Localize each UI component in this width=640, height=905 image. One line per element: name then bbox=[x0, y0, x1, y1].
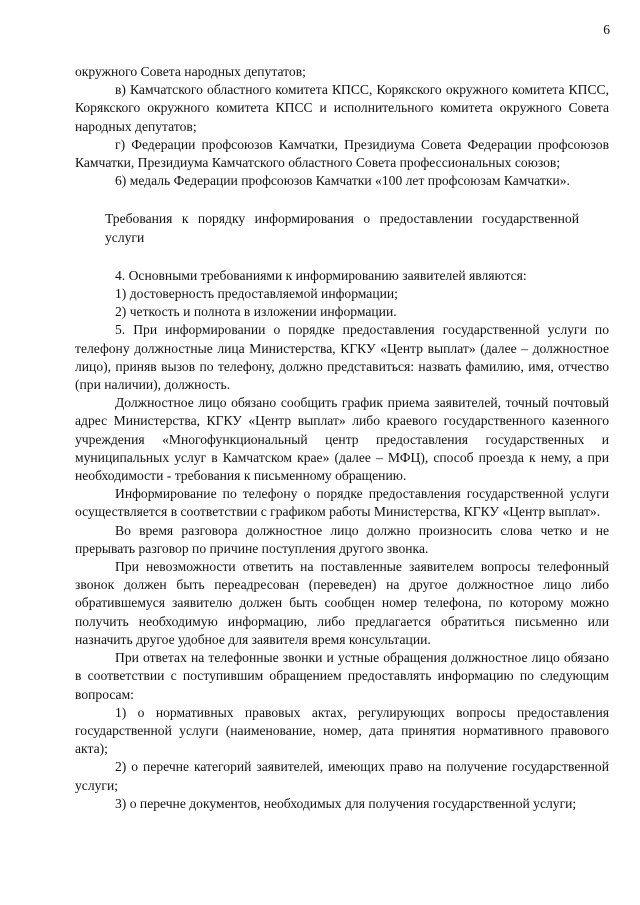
document-body bbox=[75, 63, 609, 813]
paragraph: Информирование по телефону о порядке предоставления государственной услуги осуществляется в соответствии с графиком работы Министерства, КГКУ «Центр выплат». bbox=[75, 486, 609, 520]
paragraph: г) Федерации профсоюзов Камчатки, Президиума Совета Федерации профсоюзов Камчатки, Президиума Камчатского областного Совета профессиональных союзов; bbox=[75, 136, 609, 171]
paragraph: 4. Основными требованиями к информированию заявителей являются: bbox=[115, 267, 527, 283]
paragraph: 1) достоверность предоставляемой информации; bbox=[115, 286, 398, 302]
page-number: 6 bbox=[603, 22, 610, 37]
paragraph: 6) медаль Федерации профсоюзов Камчатки «100 лет профсоюзам Камчатки». bbox=[115, 173, 570, 189]
paragraph: 3) о перечне документов, необходимых для получения государственной услуги; bbox=[115, 795, 577, 811]
paragraph: При невозможности ответить на поставленные заявителем вопросы телефонный звонок должен быть переадресован (переведен) на другое должностное лицо либо обратившемуся заявителю должен быть сообщен номер телефона, по которому можно получить необходимую информацию, либо предлагается обратиться письменно или назначить другое удобное для заявителя время консультации. bbox=[75, 559, 609, 647]
paragraph: 2) о перечне категорий заявителей, имеющих право на получение государственной услуги; bbox=[75, 759, 609, 793]
section-heading: Требования к порядку информирования о предоставлении государственной услуги bbox=[105, 211, 579, 245]
paragraph: в) Камчатского областного комитета КПСС, Корякского окружного комитета КПСС, Корякского окружного комитета КПСС и исполнительного комитета окружного Совета народных депутатов; bbox=[75, 82, 609, 134]
paragraph: Должностное лицо обязано сообщить график приема заявителей, точный почтовый адрес Министерства, КГКУ «Центр выплат» либо краевого государственного казенного учреждения «Многофункциональный центр предоставления государственных и муниципальных услуг в Камчатском крае» (далее – МФЦ), способ проезда к нему, а при необходимости - требования к письменному обращению. bbox=[75, 395, 609, 484]
paragraph: 1) о нормативных правовых актах, регулирующих вопросы предоставления государственной услуги (наименование, номер, дата принятия нормативного правового акта); bbox=[75, 704, 609, 757]
paragraph: окружного Совета народных депутатов; bbox=[75, 64, 306, 79]
paragraph: 5. При информировании о порядке предоставления государственной услуги по телефону должностные лица Министерства, КГКУ «Центр выплат» (далее – должностное лицо), приняв вызов по телефону, должно представиться: назвать фамилию, имя, отчество (при наличии), должность. bbox=[75, 322, 609, 393]
paragraph: При ответах на телефонные звонки и устные обращения должностное лицо обязано в соответствии с поступившим обращением предоставлять информацию по следующим вопросам: bbox=[75, 650, 609, 702]
paragraph: Во время разговора должностное лицо должно произносить слова четко и не прерывать разговор по причине поступления другого звонка. bbox=[75, 522, 609, 556]
paragraph: 2) четкость и полнота в изложении информации. bbox=[115, 304, 397, 320]
